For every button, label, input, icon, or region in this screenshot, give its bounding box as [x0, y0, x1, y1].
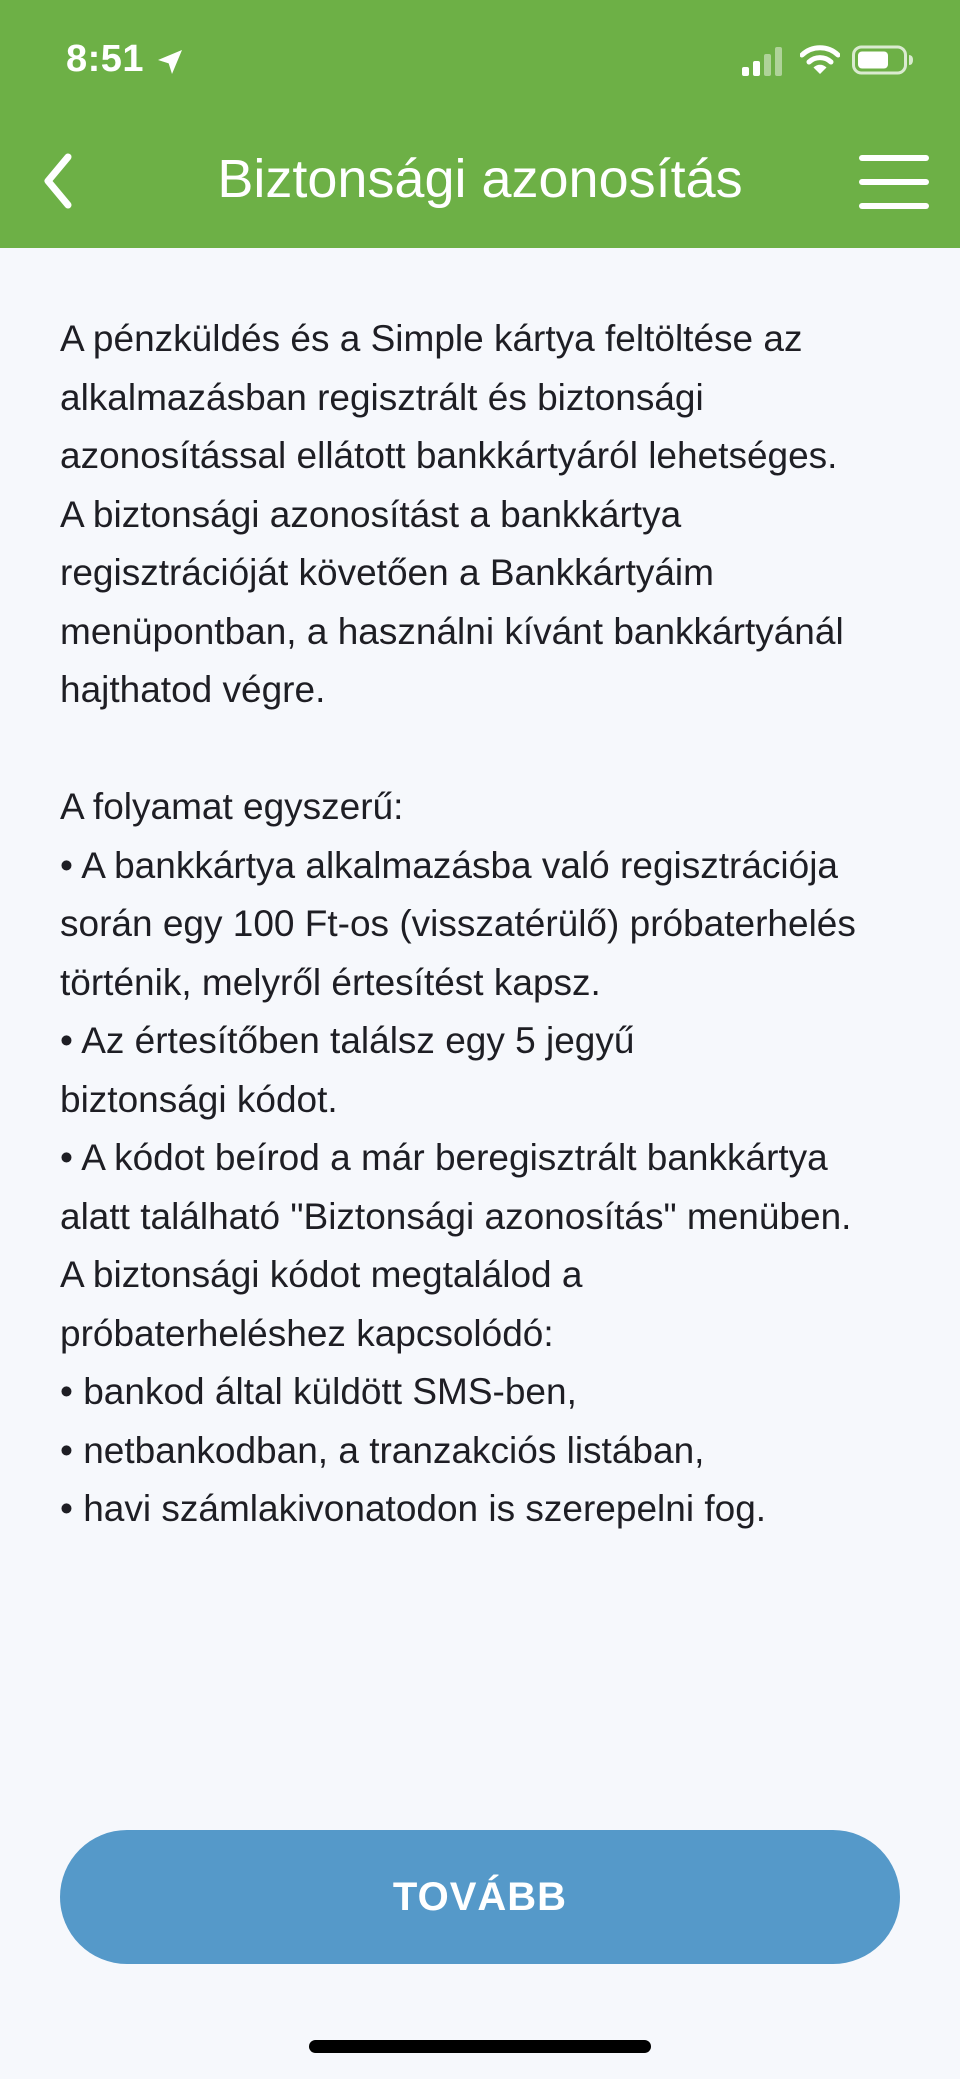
status-time: 8:51 [66, 38, 145, 80]
cellular-signal-icon [742, 46, 786, 76]
text-line: történik, melyről értesítést kapsz. [60, 961, 601, 1003]
text-line: A biztonsági kódot megtalálod a [60, 1254, 583, 1295]
chevron-left-icon [38, 151, 78, 211]
page-title: Biztonsági azonosítás [217, 149, 743, 209]
paragraph-spacer [60, 720, 930, 779]
location-arrow-icon [154, 46, 186, 78]
bullet-line: • A kódot beírod a már beregisztrált bankkártya [60, 1137, 828, 1178]
text-line: A pénzküldés és a Simple kártya feltöltése az [60, 318, 803, 359]
continue-button[interactable]: TOVÁBB [60, 1830, 900, 1964]
bullet-line: • havi számlakivonatodon is szerepelni fog. [60, 1488, 767, 1529]
text-line: azonosítással ellátott bankkártyáról lehetséges. [60, 435, 838, 476]
text-line: alatt található "Biztonsági azonosítás" menüben. [60, 1195, 852, 1237]
bullet-line: • netbankodban, a tranzakciós listában, [60, 1429, 705, 1471]
text-line: menüpontban, a használni kívánt bankkártyánál [60, 610, 844, 652]
bullet-line: • bankod által küldött SMS-ben, [60, 1371, 577, 1412]
text-line: hajthatod végre. [60, 669, 326, 710]
bullet-line: • A bankkártya alkalmazásba való regisztrációja [60, 844, 839, 886]
text-line: biztonsági kódot. [60, 1078, 338, 1120]
text-line: próbaterheléshez kapcsolódó: [60, 1312, 554, 1354]
home-indicator[interactable] [309, 2040, 651, 2053]
battery-icon [852, 44, 914, 76]
text-line: A biztonsági azonosítást a bankkártya [60, 493, 682, 535]
back-button[interactable] [28, 146, 88, 216]
text-line: alkalmazásban regisztrált és biztonsági [60, 376, 704, 418]
info-text [60, 310, 930, 1539]
text-line: regisztrációját követően a Bankkártyáim [60, 552, 714, 593]
app-header [0, 0, 960, 248]
wifi-icon [800, 44, 840, 76]
bullet-line: • Az értesítőben találsz egy 5 jegyű [60, 1020, 635, 1061]
text-line: A folyamat egyszerű: [60, 786, 404, 827]
text-line: során egy 100 Ft-os (visszatérülő) próbaterhelés [60, 903, 856, 944]
hamburger-menu-icon[interactable] [858, 152, 930, 212]
